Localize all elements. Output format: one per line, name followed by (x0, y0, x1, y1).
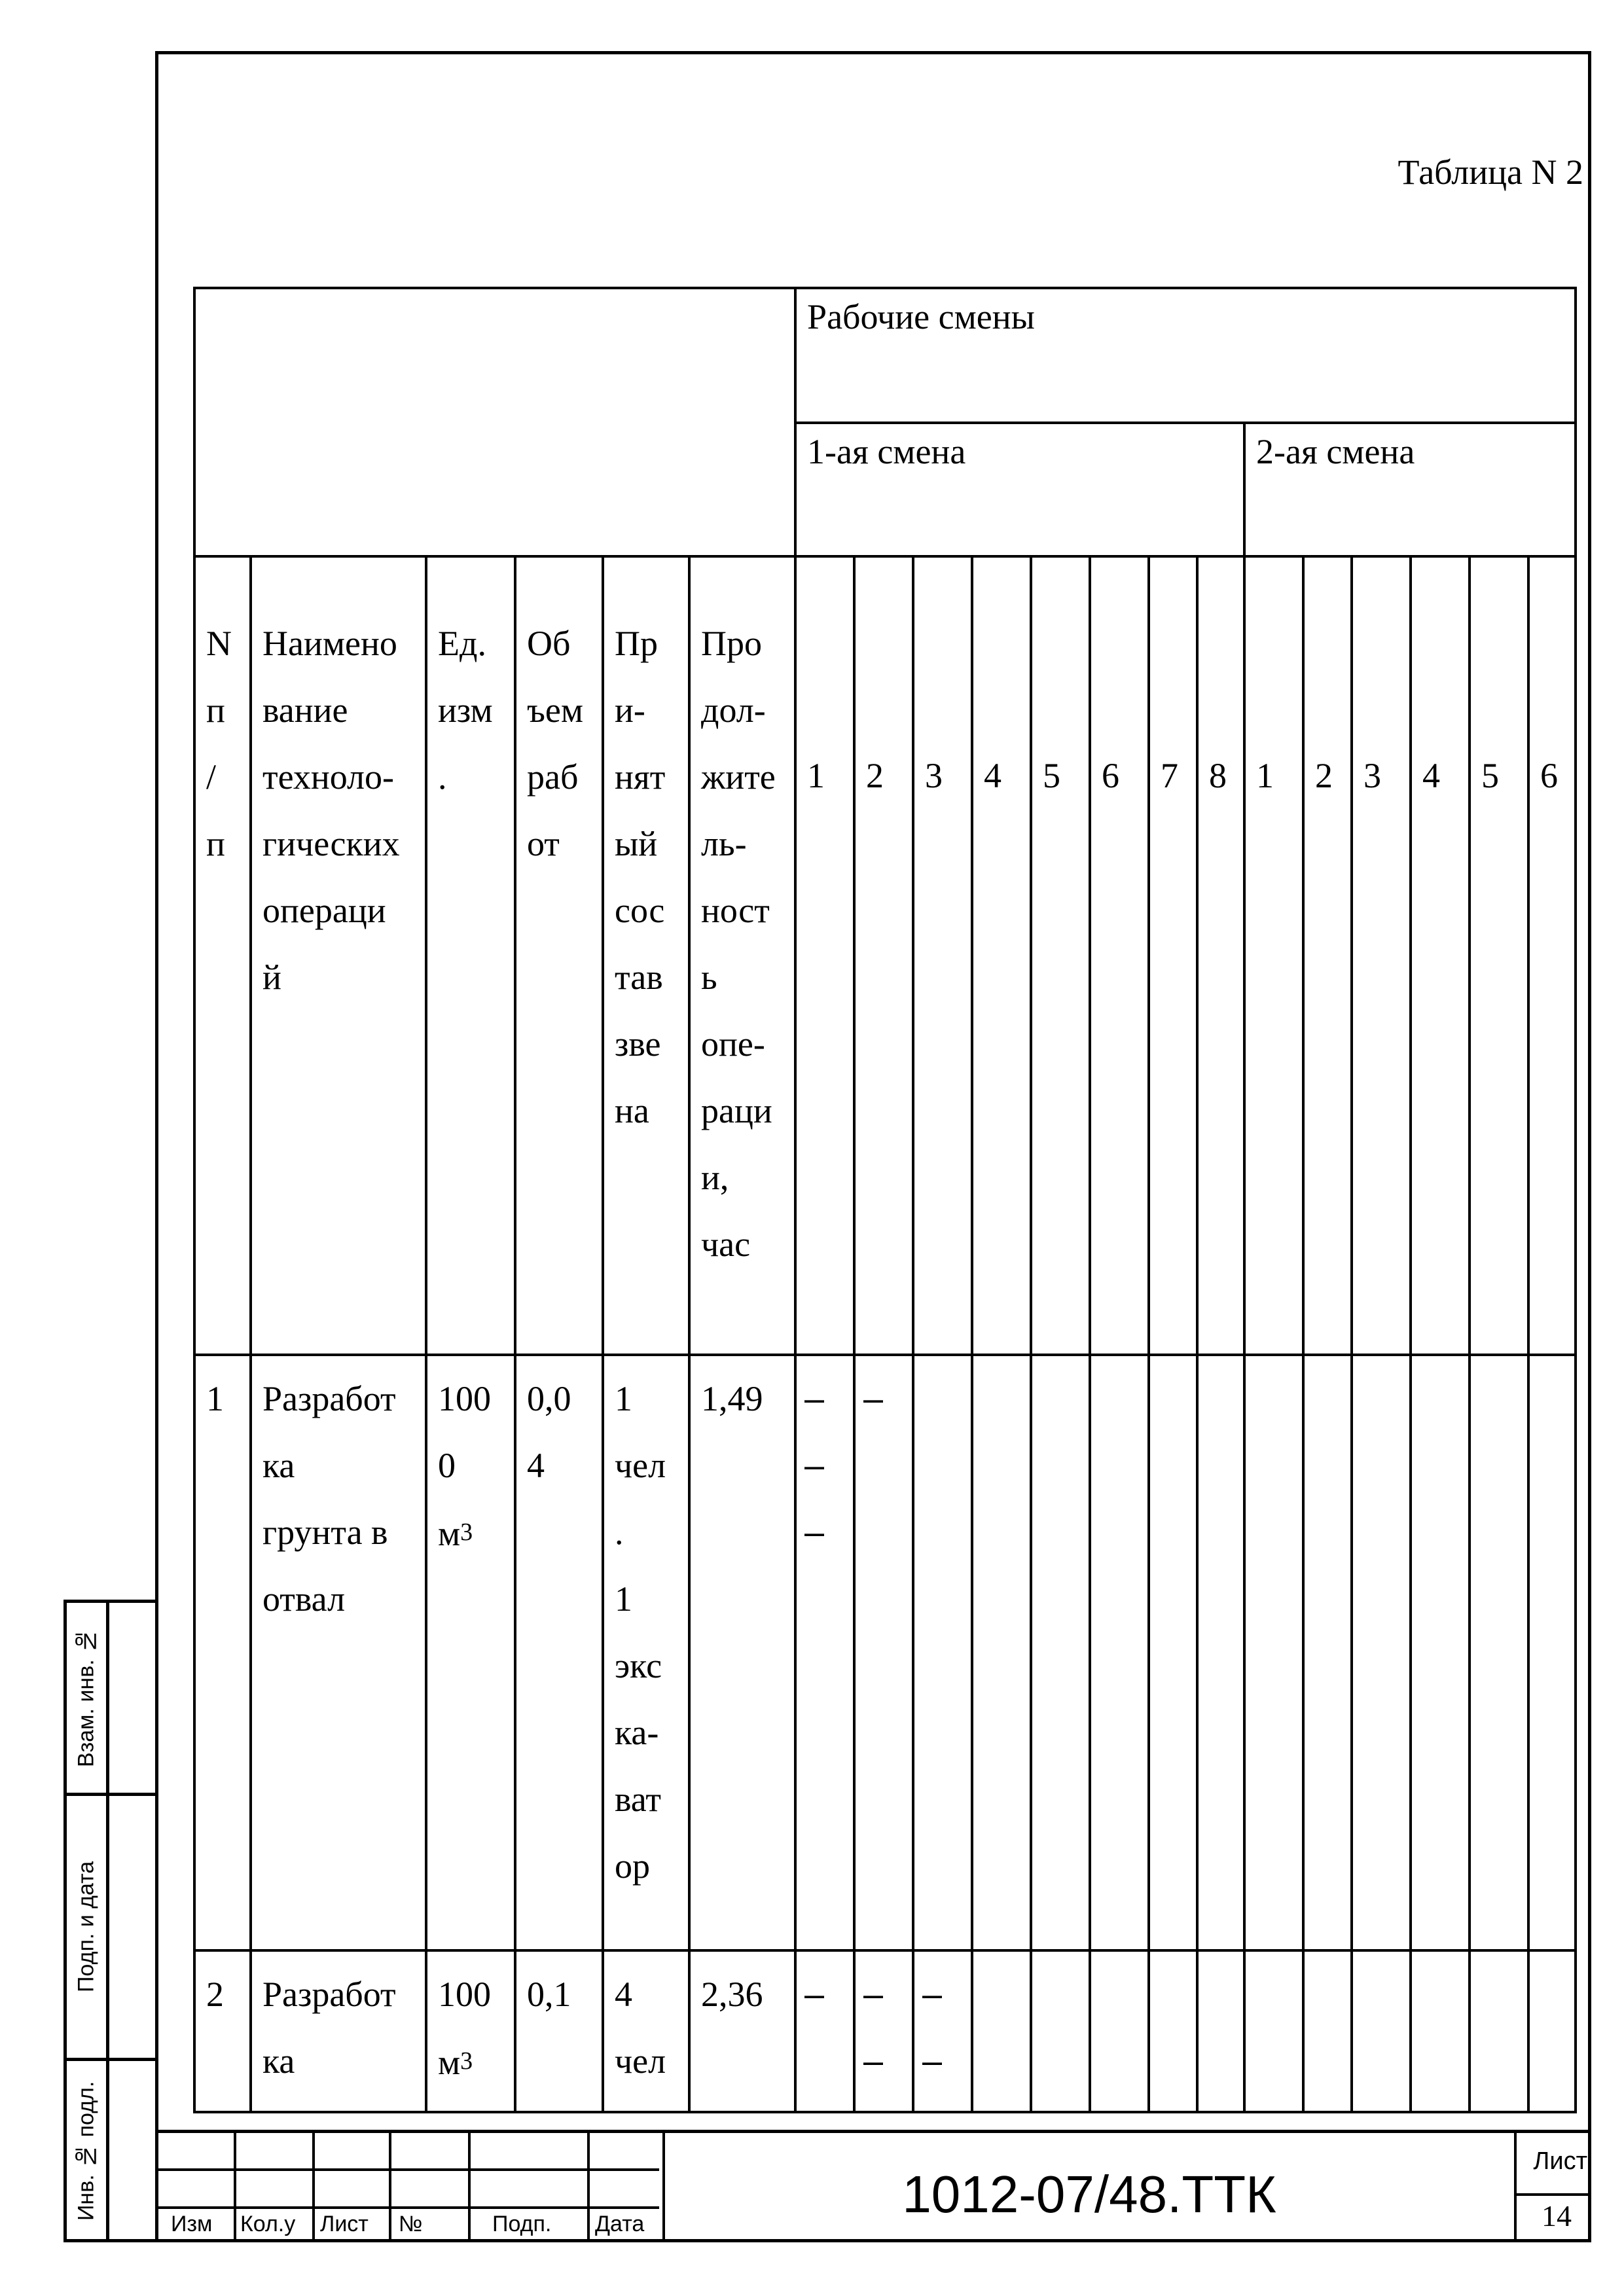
header-empty-cell (194, 288, 795, 556)
gantt-mark: – (795, 1950, 854, 2112)
gantt-mark: – – (913, 1950, 972, 2112)
schedule-table (193, 287, 1577, 2111)
row-name: Разработ ка грунта в отвал (251, 1355, 426, 1950)
shift2-label: 2-ая смена (1244, 423, 1576, 556)
col-crew-header: Пр и- нят ый сос тав зве на (603, 556, 689, 1355)
sheet-number: 14 (1542, 2199, 1572, 2233)
col-volume-header: Об ъем раб от (515, 556, 603, 1355)
shift1-hour: 2 (854, 556, 913, 1355)
shift1-hour: 7 (1149, 556, 1197, 1355)
col-duration-header: Про дол- жите ль- ност ь опе- раци и, час (689, 556, 795, 1355)
shift2-hour: 6 (1528, 556, 1576, 1355)
row-no: 2 (194, 1950, 251, 2112)
shift2-hour: 4 (1411, 556, 1470, 1355)
side-label-inventory: Инв. № подл. (73, 2081, 99, 2221)
shift1-hour: 1 (795, 556, 854, 1355)
shift2-hour: 3 (1352, 556, 1411, 1355)
shift2-hour: 5 (1470, 556, 1528, 1355)
tb-list: Лист (320, 2212, 369, 2236)
shift2-hour: 1 (1244, 556, 1303, 1355)
shift1-hour: 8 (1197, 556, 1244, 1355)
sheet-label: Лист (1533, 2147, 1587, 2175)
row-duration: 1,49 (689, 1355, 795, 1950)
document-code: 1012-07/48.ТТК (902, 2164, 1276, 2223)
row-volume: 0,1 (515, 1950, 603, 2112)
gantt-mark: – – – (795, 1355, 854, 1950)
col-name-header: Наимено вание техноло- гических операци й (251, 556, 426, 1355)
tb-kol: Кол.у (240, 2212, 296, 2236)
shift1-label: 1-ая смена (795, 423, 1244, 556)
row-no: 1 (194, 1355, 251, 1950)
side-label-sign-date: Подп. и дата (73, 1861, 99, 1993)
shift1-hour: 3 (913, 556, 972, 1355)
table-row (194, 1950, 1576, 2112)
row-crew: 1 чел . 1 экс ка- ват ор (603, 1355, 689, 1950)
gantt-mark: – (854, 1355, 913, 1950)
gantt-mark: – – (854, 1950, 913, 2112)
shift1-hour: 4 (972, 556, 1031, 1355)
col-unit-header: Ед. изм . (426, 556, 515, 1355)
title-block (155, 2130, 1591, 2242)
row-volume: 0,0 4 (515, 1355, 603, 1950)
table-row (194, 1355, 1576, 1950)
side-stamp (63, 1600, 158, 2242)
row-crew: 4 чел (603, 1950, 689, 2112)
shift1-hour: 5 (1031, 556, 1090, 1355)
col-no-header: N п / п (194, 556, 251, 1355)
table-caption: Таблица N 2 (1398, 152, 1583, 192)
column-header-row (194, 556, 1576, 1355)
row-unit: 100 0 $м^3$ (426, 1355, 515, 1950)
shift1-hour: 6 (1090, 556, 1149, 1355)
tb-izm: Изм (171, 2212, 213, 2236)
shift2-hour: 2 (1303, 556, 1352, 1355)
tb-podp: Подп. (492, 2212, 552, 2236)
tb-data: Дата (595, 2212, 645, 2236)
side-label-replace: Взам. инв. № (73, 1628, 99, 1768)
row-unit: 100 $м^3$ (426, 1950, 515, 2112)
tb-num: № (399, 2212, 423, 2236)
row-name: Разработ ка (251, 1950, 426, 2112)
shifts-title: Рабочие смены (795, 288, 1576, 423)
row-duration: 2,36 (689, 1950, 795, 2112)
